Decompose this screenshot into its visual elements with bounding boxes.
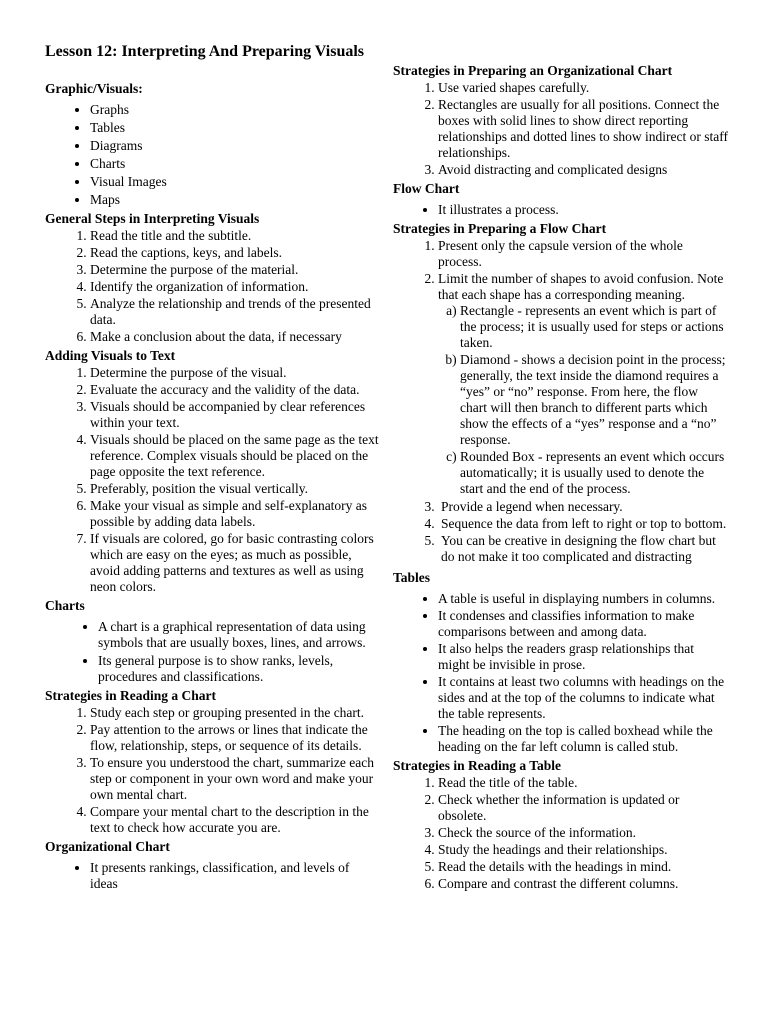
list-item: 4. Compare your mental chart to the description in the text to check how accurate you are.: [90, 804, 380, 836]
list-item: 4. Visuals should be placed on the same page as the text reference. Complex visuals should be placed on the page opposite the text reference.: [90, 432, 380, 480]
right-column: [393, 62, 728, 894]
list-item-text: Limit the number of shapes to avoid confusion. Note that each shape has a corresponding meaning.: [438, 271, 724, 302]
list-item: • It also helps the readers grasp relationships that might be invisible in prose.: [438, 641, 728, 673]
list-item: 7. If visuals are colored, go for basic contrasting colors which are easy on the eyes; as much as possible, avoid adding patterns and textures as well as using neon colors.: [90, 531, 380, 595]
general-steps-heading: General Steps in Interpreting Visuals: [45, 211, 260, 226]
list-item: 1. Determine the purpose of the visual.: [90, 365, 380, 381]
general-steps-list: [45, 228, 380, 345]
charts-heading: Charts: [45, 598, 85, 613]
shapes-list: [438, 303, 728, 497]
list-item: 5. Analyze the relationship and trends of the presented data.: [90, 296, 380, 328]
list-item: • It condenses and classifies information to make comparisons between and among data.: [438, 608, 728, 640]
list-item: • Its general purpose is to show ranks, levels, procedures and classifications.: [98, 653, 380, 685]
preparing-flow-chart-list: [393, 238, 728, 565]
reading-chart-heading: Strategies in Reading a Chart: [45, 688, 216, 703]
list-item: 2. Pay attention to the arrows or lines that indicate the flow, relationship, steps, or sequence of its details.: [90, 722, 380, 754]
list-item: • Tables: [90, 120, 380, 136]
list-item: • A table is useful in displaying numbers in columns.: [438, 591, 728, 607]
list-item: • Charts: [90, 156, 380, 172]
preparing-org-chart-list: [393, 80, 728, 178]
tables-list: [393, 591, 728, 755]
list-item: 4. Identify the organization of information.: [90, 279, 380, 295]
list-item: 2. Rectangles are usually for all positions. Connect the boxes with solid lines to show direct reporting relationships and dotted lines to show indirect or staff relationships.: [438, 97, 728, 161]
list-item: 6. Compare and contrast the different columns.: [438, 876, 728, 892]
list-item: 5. You can be creative in designing the flow chart but do not make it too complicated and distracting: [438, 533, 728, 565]
list-item: 6. Make your visual as simple and self-explanatory as possible by adding data labels.: [90, 498, 380, 530]
list-item: 2. Read the captions, keys, and labels.: [90, 245, 380, 261]
preparing-org-chart-heading: Strategies in Preparing an Organizational Chart: [393, 63, 673, 78]
graphics-heading: Graphic/Visuals:: [45, 81, 143, 96]
flow-chart-list: [393, 202, 728, 218]
preparing-flow-chart-heading: Strategies in Preparing a Flow Chart: [393, 221, 607, 236]
list-item: 3. To ensure you understood the chart, summarize each step or component in your own word and make your own mental chart.: [90, 755, 380, 803]
list-item: 3. Avoid distracting and complicated designs: [438, 162, 728, 178]
list-item: • It illustrates a process.: [438, 202, 728, 218]
page-title: Lesson 12: Interpreting And Preparing Visuals: [45, 43, 365, 60]
list-item: 6. Make a conclusion about the data, if necessary: [90, 329, 380, 345]
list-item: 5. Read the details with the headings in mind.: [438, 859, 728, 875]
list-item: c. Rounded Box - represents an event which occurs automatically; it is usually used to denote the start and the end of the process.: [460, 449, 728, 497]
list-item: 4. Sequence the data from left to right or top to bottom.: [438, 516, 728, 532]
list-item: • Graphs: [90, 102, 380, 118]
list-item: a. Rectangle - represents an event which is part of the process; it is usually used for steps or actions taken.: [460, 303, 728, 351]
list-item: • The heading on the top is called boxhead while the heading on the far left column is called stub.: [438, 723, 728, 755]
list-item: 1. Use varied shapes carefully.: [438, 80, 728, 96]
tables-heading: Tables: [393, 570, 431, 585]
list-item: • It presents rankings, classification, and levels of ideas: [90, 860, 380, 892]
reading-table-list: [393, 775, 728, 892]
list-item: 3. Check the source of the information.: [438, 825, 728, 841]
charts-list: [45, 619, 380, 685]
list-item: 3. Visuals should be accompanied by clear references within your text.: [90, 399, 380, 431]
org-chart-list: [45, 860, 380, 892]
list-item: • A chart is a graphical representation of data using symbols that are usually boxes, lines, and arrows.: [98, 619, 380, 651]
list-item: [438, 271, 728, 497]
left-column: [45, 42, 380, 894]
adding-visuals-list: [45, 365, 380, 595]
list-item: 1. Read the title of the table.: [438, 775, 728, 791]
list-item: • Maps: [90, 192, 380, 208]
list-item: b. Diamond - shows a decision point in the process; generally, the text inside the diamond requires a “yes” or “no” response. From here, the flow chart will then branch to different parts which show the effects of a “yes” response and a “no” response.: [460, 352, 728, 448]
list-item: • Visual Images: [90, 174, 380, 190]
list-item: 1. Read the title and the subtitle.: [90, 228, 380, 244]
list-item: 2. Check whether the information is updated or obsolete.: [438, 792, 728, 824]
org-chart-heading: Organizational Chart: [45, 839, 170, 854]
list-item: 5. Preferably, position the visual vertically.: [90, 481, 380, 497]
list-item: • It contains at least two columns with headings on the sides and at the top of the columns to indicate what the table represents.: [438, 674, 728, 722]
reading-chart-list: [45, 705, 380, 836]
list-item: 3. Provide a legend when necessary.: [438, 499, 728, 515]
list-item: 1. Study each step or grouping presented in the chart.: [90, 705, 380, 721]
list-item: 2. Evaluate the accuracy and the validity of the data.: [90, 382, 380, 398]
reading-table-heading: Strategies in Reading a Table: [393, 758, 562, 773]
graphics-list: [45, 102, 380, 208]
list-item: • Diagrams: [90, 138, 380, 154]
list-item: 3. Determine the purpose of the material.: [90, 262, 380, 278]
list-item: 4. Study the headings and their relationships.: [438, 842, 728, 858]
flow-chart-heading: Flow Chart: [393, 181, 460, 196]
list-item: 1. Present only the capsule version of the whole process.: [438, 238, 728, 270]
adding-visuals-heading: Adding Visuals to Text: [45, 348, 176, 363]
